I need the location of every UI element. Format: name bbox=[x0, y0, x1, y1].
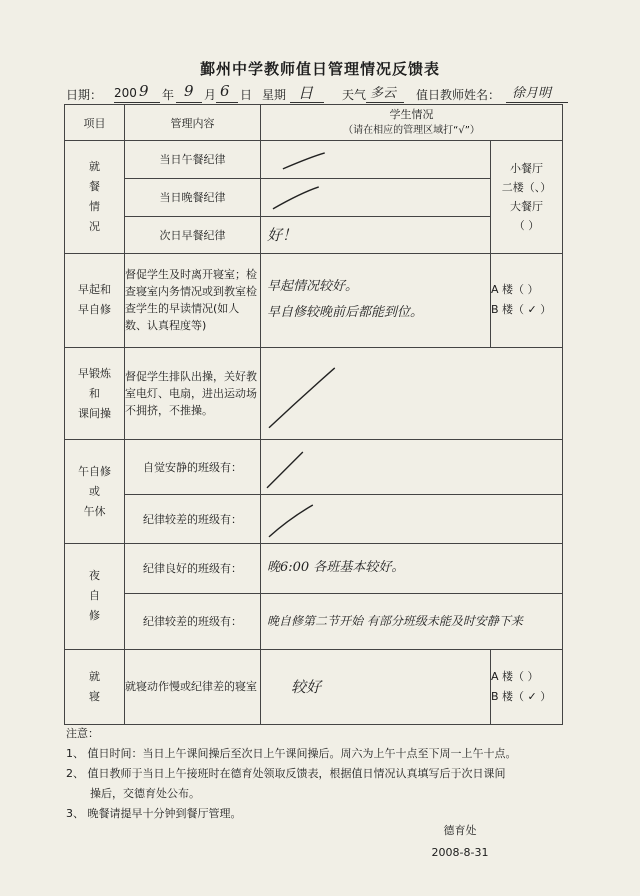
student-cell-dinner[interactable] bbox=[261, 178, 491, 216]
category-char: 夜 bbox=[89, 569, 100, 583]
category-line: 早自修 bbox=[78, 303, 111, 317]
month-underline bbox=[176, 102, 202, 103]
slash-mark bbox=[261, 440, 562, 494]
note-item: 1、 值日时间：当日上午课间操后至次日上午课间操后。周六为上午十点至下周一上午十点。 bbox=[66, 747, 517, 760]
table-row bbox=[65, 495, 563, 544]
handwritten-note: 较好 bbox=[291, 677, 322, 696]
table-row bbox=[65, 440, 563, 495]
notes-section bbox=[66, 724, 626, 824]
weekday-value[interactable]: 日 bbox=[298, 84, 314, 102]
weather-value[interactable]: 多云 bbox=[370, 86, 397, 101]
row-label-breakfast: 次日早餐纪律 bbox=[125, 216, 261, 253]
note-item: 操后，交德育处公布。 bbox=[90, 787, 200, 800]
weekday-label: 星期 bbox=[262, 88, 287, 102]
month-label: 月 bbox=[204, 88, 217, 102]
student-cell-noon-poor[interactable] bbox=[261, 495, 563, 544]
large-canteen-label: 大餐厅 bbox=[510, 199, 543, 213]
student-cell-morning[interactable] bbox=[261, 253, 491, 347]
header-student-sub: （请在相应的管理区域打“√”） bbox=[343, 124, 480, 136]
handwritten-note: 早自修较晚前后都能到位。 bbox=[267, 305, 424, 321]
table-row bbox=[65, 347, 563, 440]
day-label: 日 bbox=[240, 88, 253, 102]
teacher-name[interactable]: 徐月明 bbox=[512, 86, 552, 101]
row-label-noon-poor: 纪律较差的班级有： bbox=[125, 495, 261, 544]
table-row bbox=[65, 253, 563, 347]
teacher-underline bbox=[506, 102, 568, 103]
large-canteen-checkbox[interactable]: （ ） bbox=[513, 218, 540, 232]
table-row bbox=[65, 543, 563, 593]
category-evening bbox=[65, 543, 125, 649]
note-item: 3、 晚餐请提早十分钟到餐厅管理。 bbox=[66, 807, 242, 820]
table-row bbox=[65, 593, 563, 649]
slash-mark bbox=[261, 348, 562, 440]
weather-label: 天气 bbox=[342, 88, 367, 102]
category-char: 自 bbox=[89, 589, 100, 603]
table-header-row bbox=[65, 105, 563, 141]
slash-mark bbox=[261, 141, 490, 178]
building-b-checkbox[interactable]: B 楼（ ✓ ） bbox=[491, 303, 552, 317]
header-student-title: 学生情况 bbox=[389, 107, 434, 121]
header-content: 管理内容 bbox=[125, 105, 261, 141]
category-noon bbox=[65, 440, 125, 544]
student-cell-exercise[interactable] bbox=[261, 347, 563, 440]
category-char: 就 bbox=[89, 159, 100, 173]
year-digit[interactable]: 9 bbox=[139, 82, 149, 100]
category-line: 午休 bbox=[83, 504, 106, 518]
row-label-evening-good: 纪律良好的班级有： bbox=[125, 543, 261, 593]
table-row bbox=[65, 178, 563, 216]
dining-side-cell[interactable] bbox=[491, 141, 563, 254]
table-row bbox=[65, 141, 563, 179]
slash-mark bbox=[261, 495, 562, 543]
month-value[interactable]: 9 bbox=[184, 82, 194, 100]
student-cell-evening-poor[interactable] bbox=[261, 593, 563, 649]
handwritten-note: 晚6:00 各班基本较好。 bbox=[267, 560, 405, 576]
category-char: 修 bbox=[89, 609, 100, 623]
exercise-content: 督促学生排队出操，关好教室电灯、电扇，进出运动场不拥挤，不推操。 bbox=[125, 347, 261, 440]
category-line: 和 bbox=[89, 386, 100, 400]
category-bedtime bbox=[65, 649, 125, 724]
building-b-checkbox[interactable]: B 楼（ ✓ ） bbox=[491, 689, 552, 703]
header-student bbox=[261, 105, 563, 141]
day-underline bbox=[216, 102, 238, 103]
teacher-label: 值日教师姓名： bbox=[416, 88, 501, 102]
second-floor-checkbox[interactable]: 二楼（、） bbox=[501, 180, 552, 194]
handwritten-note: 晚自修第二节开始 有部分班级未能及时安静下来 bbox=[267, 614, 523, 629]
student-cell-evening-good[interactable] bbox=[261, 543, 563, 593]
row-label-evening-poor: 纪律较差的班级有： bbox=[125, 593, 261, 649]
student-cell-bedtime[interactable] bbox=[261, 649, 491, 724]
building-a-checkbox[interactable]: A 楼（ ） bbox=[491, 669, 539, 683]
category-line: 午自修 bbox=[78, 464, 111, 478]
year-underline bbox=[114, 102, 160, 103]
notes-heading: 注意： bbox=[66, 727, 99, 740]
category-line: 或 bbox=[89, 484, 100, 498]
year-prefix: 200 bbox=[114, 86, 137, 100]
table-row bbox=[65, 216, 563, 253]
office-name: 德育处 bbox=[443, 824, 477, 837]
small-canteen-label: 小餐厅 bbox=[510, 161, 543, 175]
category-char: 况 bbox=[89, 219, 100, 233]
student-cell-noon-quiet[interactable] bbox=[261, 440, 563, 495]
morning-side-cell[interactable] bbox=[491, 253, 563, 347]
category-line: 早锻炼 bbox=[78, 366, 111, 380]
weekday-underline bbox=[290, 102, 324, 103]
table-row bbox=[65, 649, 563, 724]
form-title: 鄞州中学教师值日管理情况反馈表 bbox=[199, 60, 440, 78]
year-label: 年 bbox=[162, 88, 175, 102]
category-char: 情 bbox=[89, 199, 100, 213]
category-dining bbox=[65, 141, 125, 254]
header-item: 项目 bbox=[65, 105, 125, 141]
category-morning bbox=[65, 253, 125, 347]
building-a-checkbox[interactable]: A 楼（ ） bbox=[491, 283, 539, 297]
note-item: 2、 值日教师于当日上午接班时在德育处领取反馈表，根据值日情况认真填写后于次日课间 bbox=[66, 767, 506, 780]
row-label-noon-quiet: 自觉安静的班级有： bbox=[125, 440, 261, 495]
row-label-dinner: 当日晚餐纪律 bbox=[125, 178, 261, 216]
bedtime-side-cell[interactable] bbox=[491, 649, 563, 724]
category-line: 早起和 bbox=[78, 283, 111, 297]
date-label: 日期： bbox=[66, 88, 103, 102]
category-exercise bbox=[65, 347, 125, 440]
footer bbox=[420, 820, 500, 864]
student-cell-breakfast[interactable] bbox=[261, 216, 491, 253]
day-value[interactable]: 6 bbox=[220, 82, 230, 100]
feedback-table bbox=[64, 104, 563, 725]
bedtime-content: 就寝动作慢或纪律差的寝室 bbox=[125, 649, 261, 724]
category-char: 餐 bbox=[89, 179, 100, 193]
row-label-lunch: 当日午餐纪律 bbox=[125, 141, 261, 179]
issue-date: 2008-8-31 bbox=[431, 846, 489, 859]
handwritten-note: 好！ bbox=[267, 225, 298, 244]
morning-content: 督促学生及时离开寝室；检查寝室内务情况或到教室检查学生的早读情况(如人数、认真程度等) bbox=[125, 253, 261, 347]
slash-mark bbox=[261, 179, 490, 216]
category-char: 寝 bbox=[89, 689, 100, 703]
category-line: 课间操 bbox=[78, 406, 111, 420]
student-cell-lunch[interactable] bbox=[261, 141, 491, 179]
weather-underline bbox=[366, 102, 404, 103]
handwritten-note: 早起情况较好。 bbox=[267, 279, 359, 295]
category-char: 就 bbox=[89, 669, 100, 683]
